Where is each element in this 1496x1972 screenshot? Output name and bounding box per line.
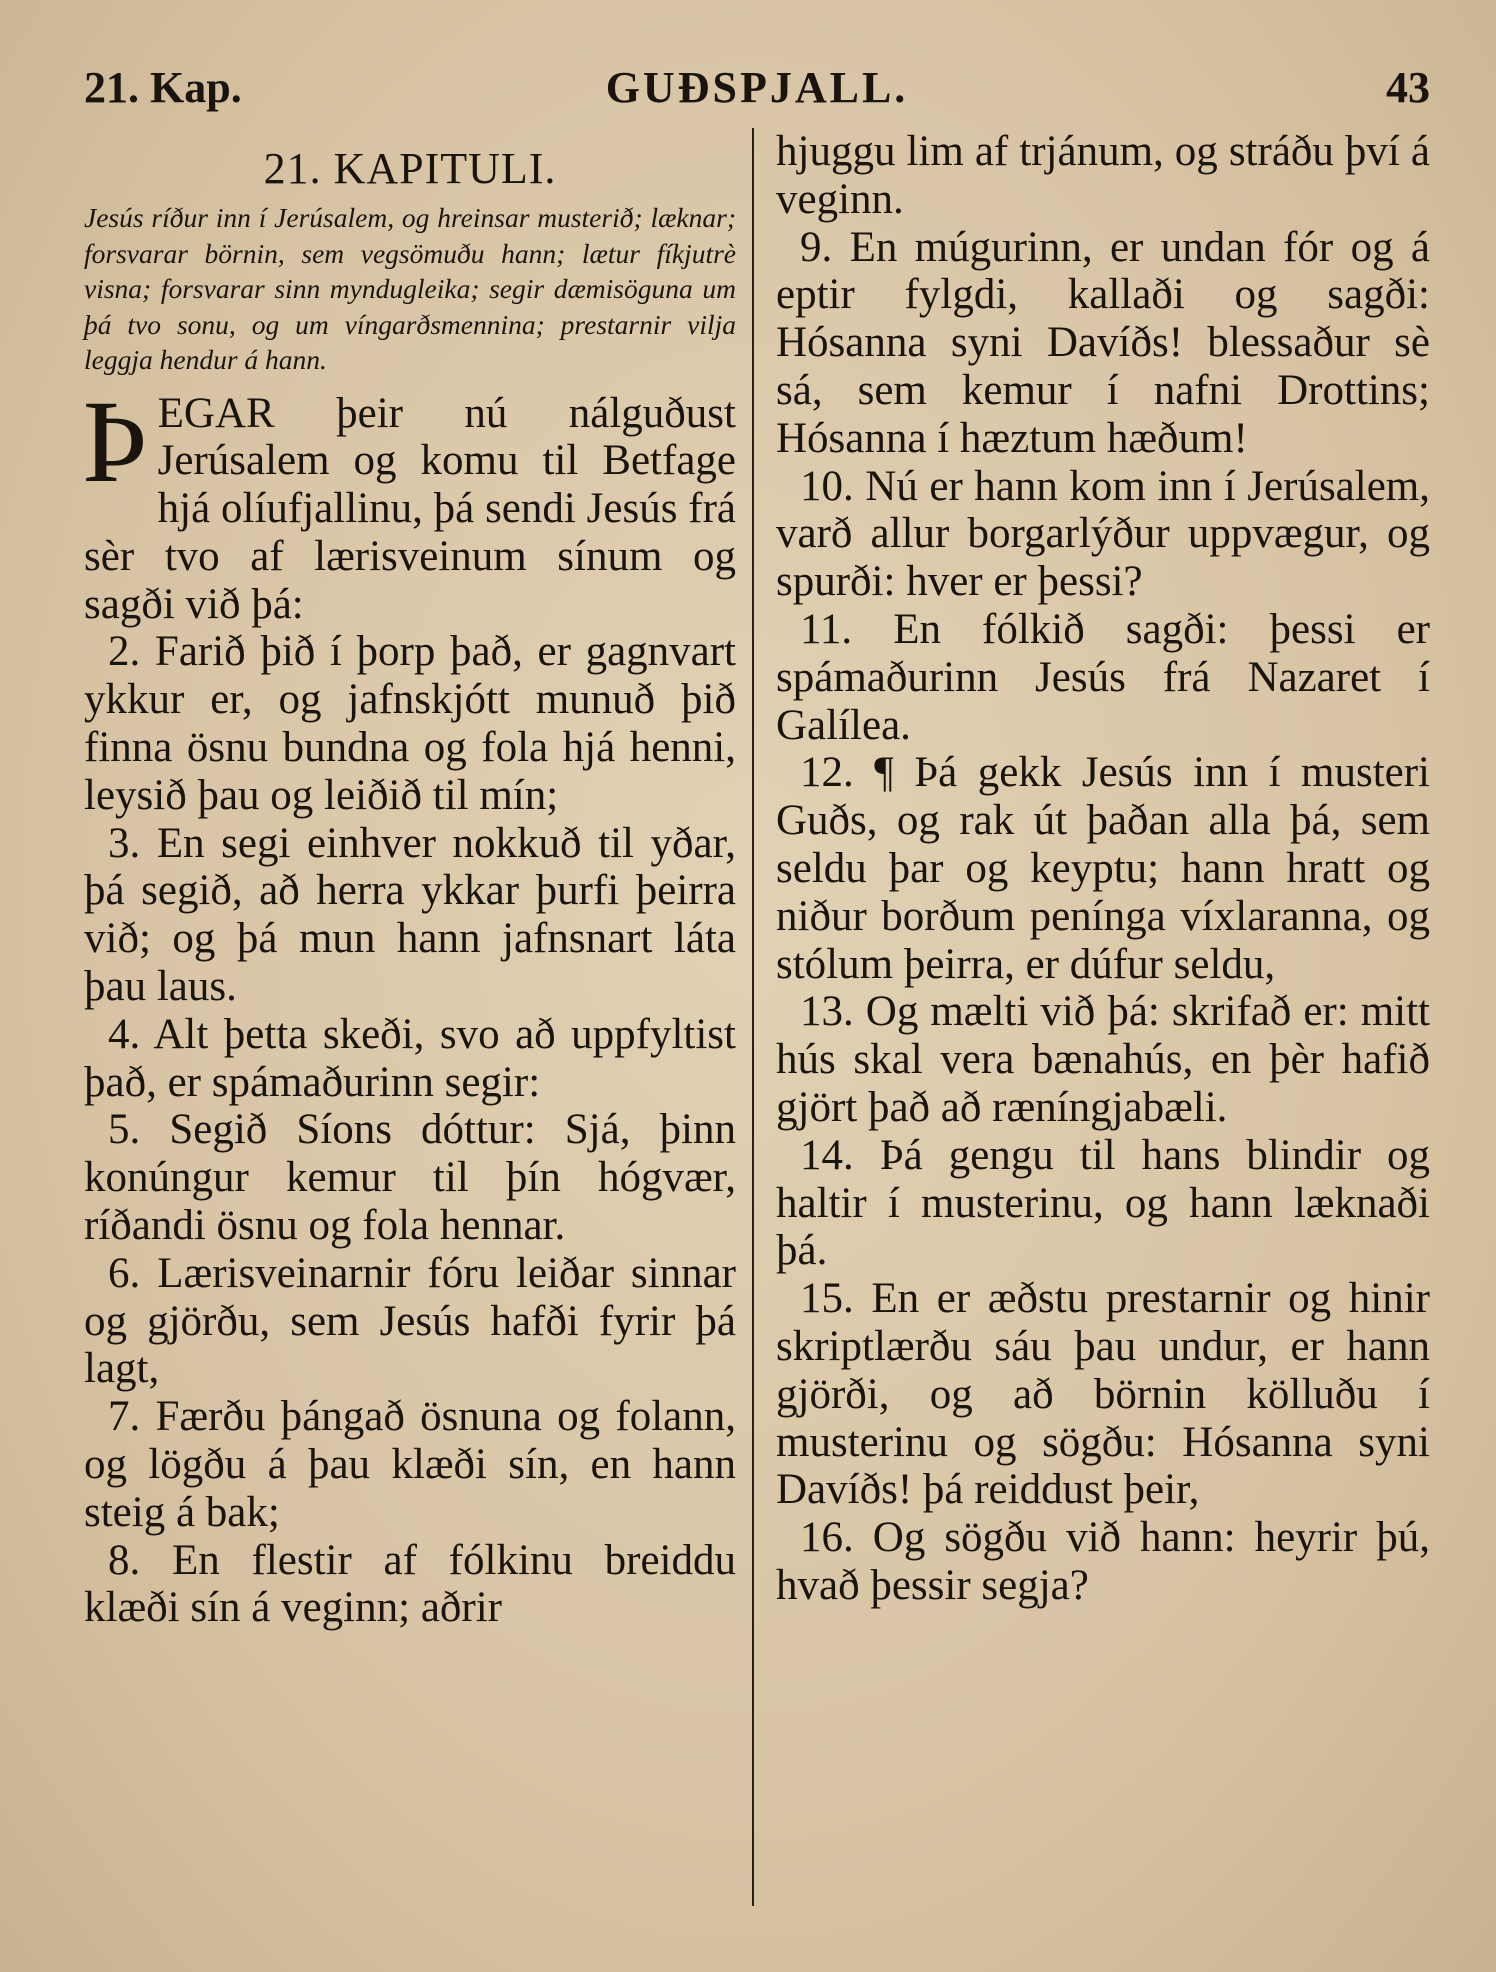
book-title: GUÐSPJALL. bbox=[605, 63, 909, 112]
verse-6: 6. Lærisveinarnir fóru leiðar sinnar og gjörðu, sem Jesús hafði fyrir þá lagt, bbox=[84, 1249, 736, 1393]
chapter-summary: Jesús ríður inn í Jerúsalem, og hreinsar musterið; læknar; forsvarar börnin, sem vegsömuðu hann; lætur fíkjutrè visna; forsvarar sinn myndugleika; segir dæmisöguna um þá tvo sonu, og um víngarðsmennina; prestarnir vilja leggja hendur á hann. bbox=[84, 202, 736, 375]
verse-1 bbox=[82, 375, 736, 629]
running-header bbox=[84, 62, 1430, 122]
verse-11: 11. En fólkið sagði: þessi er spámaðurinn Jesús frá Nazaret í Galílea. bbox=[776, 605, 1430, 749]
verse-4: 4. Alt þetta skeði, svo að uppfyltist það, er spámaðurinn segir: bbox=[84, 1010, 736, 1106]
verse-13: 13. Og mælti við þá: skrifað er: mitt hús skal vera bænahús, en þèr hafið gjört það að ræníngjabæli. bbox=[776, 988, 1430, 1131]
verse-15: 15. En er æðstu prestarnir og hinir skriptlærðu sáu þau undur, er hann gjörði, og að börnin kölluðu í musterinu og sögðu: Hósanna syni Davíðs! þá reiddust þeir, bbox=[776, 1275, 1430, 1514]
verse-8-continued: hjuggu lim af trjánum, og stráðu því á veginn. bbox=[776, 128, 1430, 223]
right-column bbox=[776, 128, 1430, 1610]
verse-10: 10. Nú er hann kom inn í Jerúsalem, varð allur borgarlýður uppvægur, og spurði: hver er þessi? bbox=[776, 462, 1430, 606]
verse-1-text: EGAR þeir nú nálguðust Jerúsalem og komu til Betfage hjá olíufjallinu, þá sendi Jesús frá sèr tvo af lærisveinum sínum og sagði við þá: bbox=[84, 389, 736, 628]
verse-12: 12. ¶ Þá gekk Jesús inn í musteri Guðs, og rak út þaðan alla þá, sem seldu þar og keyptu; hann hratt og niður borðum penínga víxlaranna, og stólum þeirra, er dúfur seldu, bbox=[776, 749, 1430, 988]
verse-9: 9. En múgurinn, er undan fór og á eptir fylgdi, kallaði og sagði: Hósanna syni Davíðs! blessaður sè sá, sem kemur í nafni Drottins; Hósanna í hæztum hæðum! bbox=[776, 223, 1430, 462]
verse-16: 16. Og sögðu við hann: heyrir þú, hvað þessir segja? bbox=[776, 1514, 1430, 1609]
chapter-label: 21. Kap. bbox=[84, 63, 242, 112]
verse-7: 7. Færðu þángað ösnuna og folann, og lögðu á þau klæði sín, en hann steig á bak; bbox=[84, 1393, 736, 1536]
page-number: 43 bbox=[1386, 63, 1430, 112]
drop-cap: Þ bbox=[82, 375, 148, 507]
verse-3: 3. En segi einhver nokkuð til yðar, þá segið, að herra ykkar þurfi þeirra við; og þá mun hann jafnsnart láta þau laus. bbox=[84, 819, 736, 1011]
verse-8: 8. En flestir af fólkinu breiddu klæði sín á veginn; aðrir bbox=[84, 1536, 736, 1632]
left-column bbox=[84, 140, 736, 1632]
verse-2: 2. Farið þið í þorp það, er gagnvart ykkur er, og jafnskjótt munuð þið finna ösnu bundna og fola hjá henni, leysið þau og leiðið til mín; bbox=[84, 628, 736, 819]
chapter-title: 21. KAPITULI. bbox=[263, 144, 557, 193]
verse-14: 14. Þá gengu til hans blindir og haltir í musterinu, og hann læknaði þá. bbox=[776, 1131, 1430, 1275]
column-divider bbox=[752, 128, 754, 1906]
verse-5: 5. Segið Síons dóttur: Sjá, þinn konúngur kemur til þín hógvær, ríðandi ösnu og fola hennar. bbox=[84, 1106, 736, 1250]
